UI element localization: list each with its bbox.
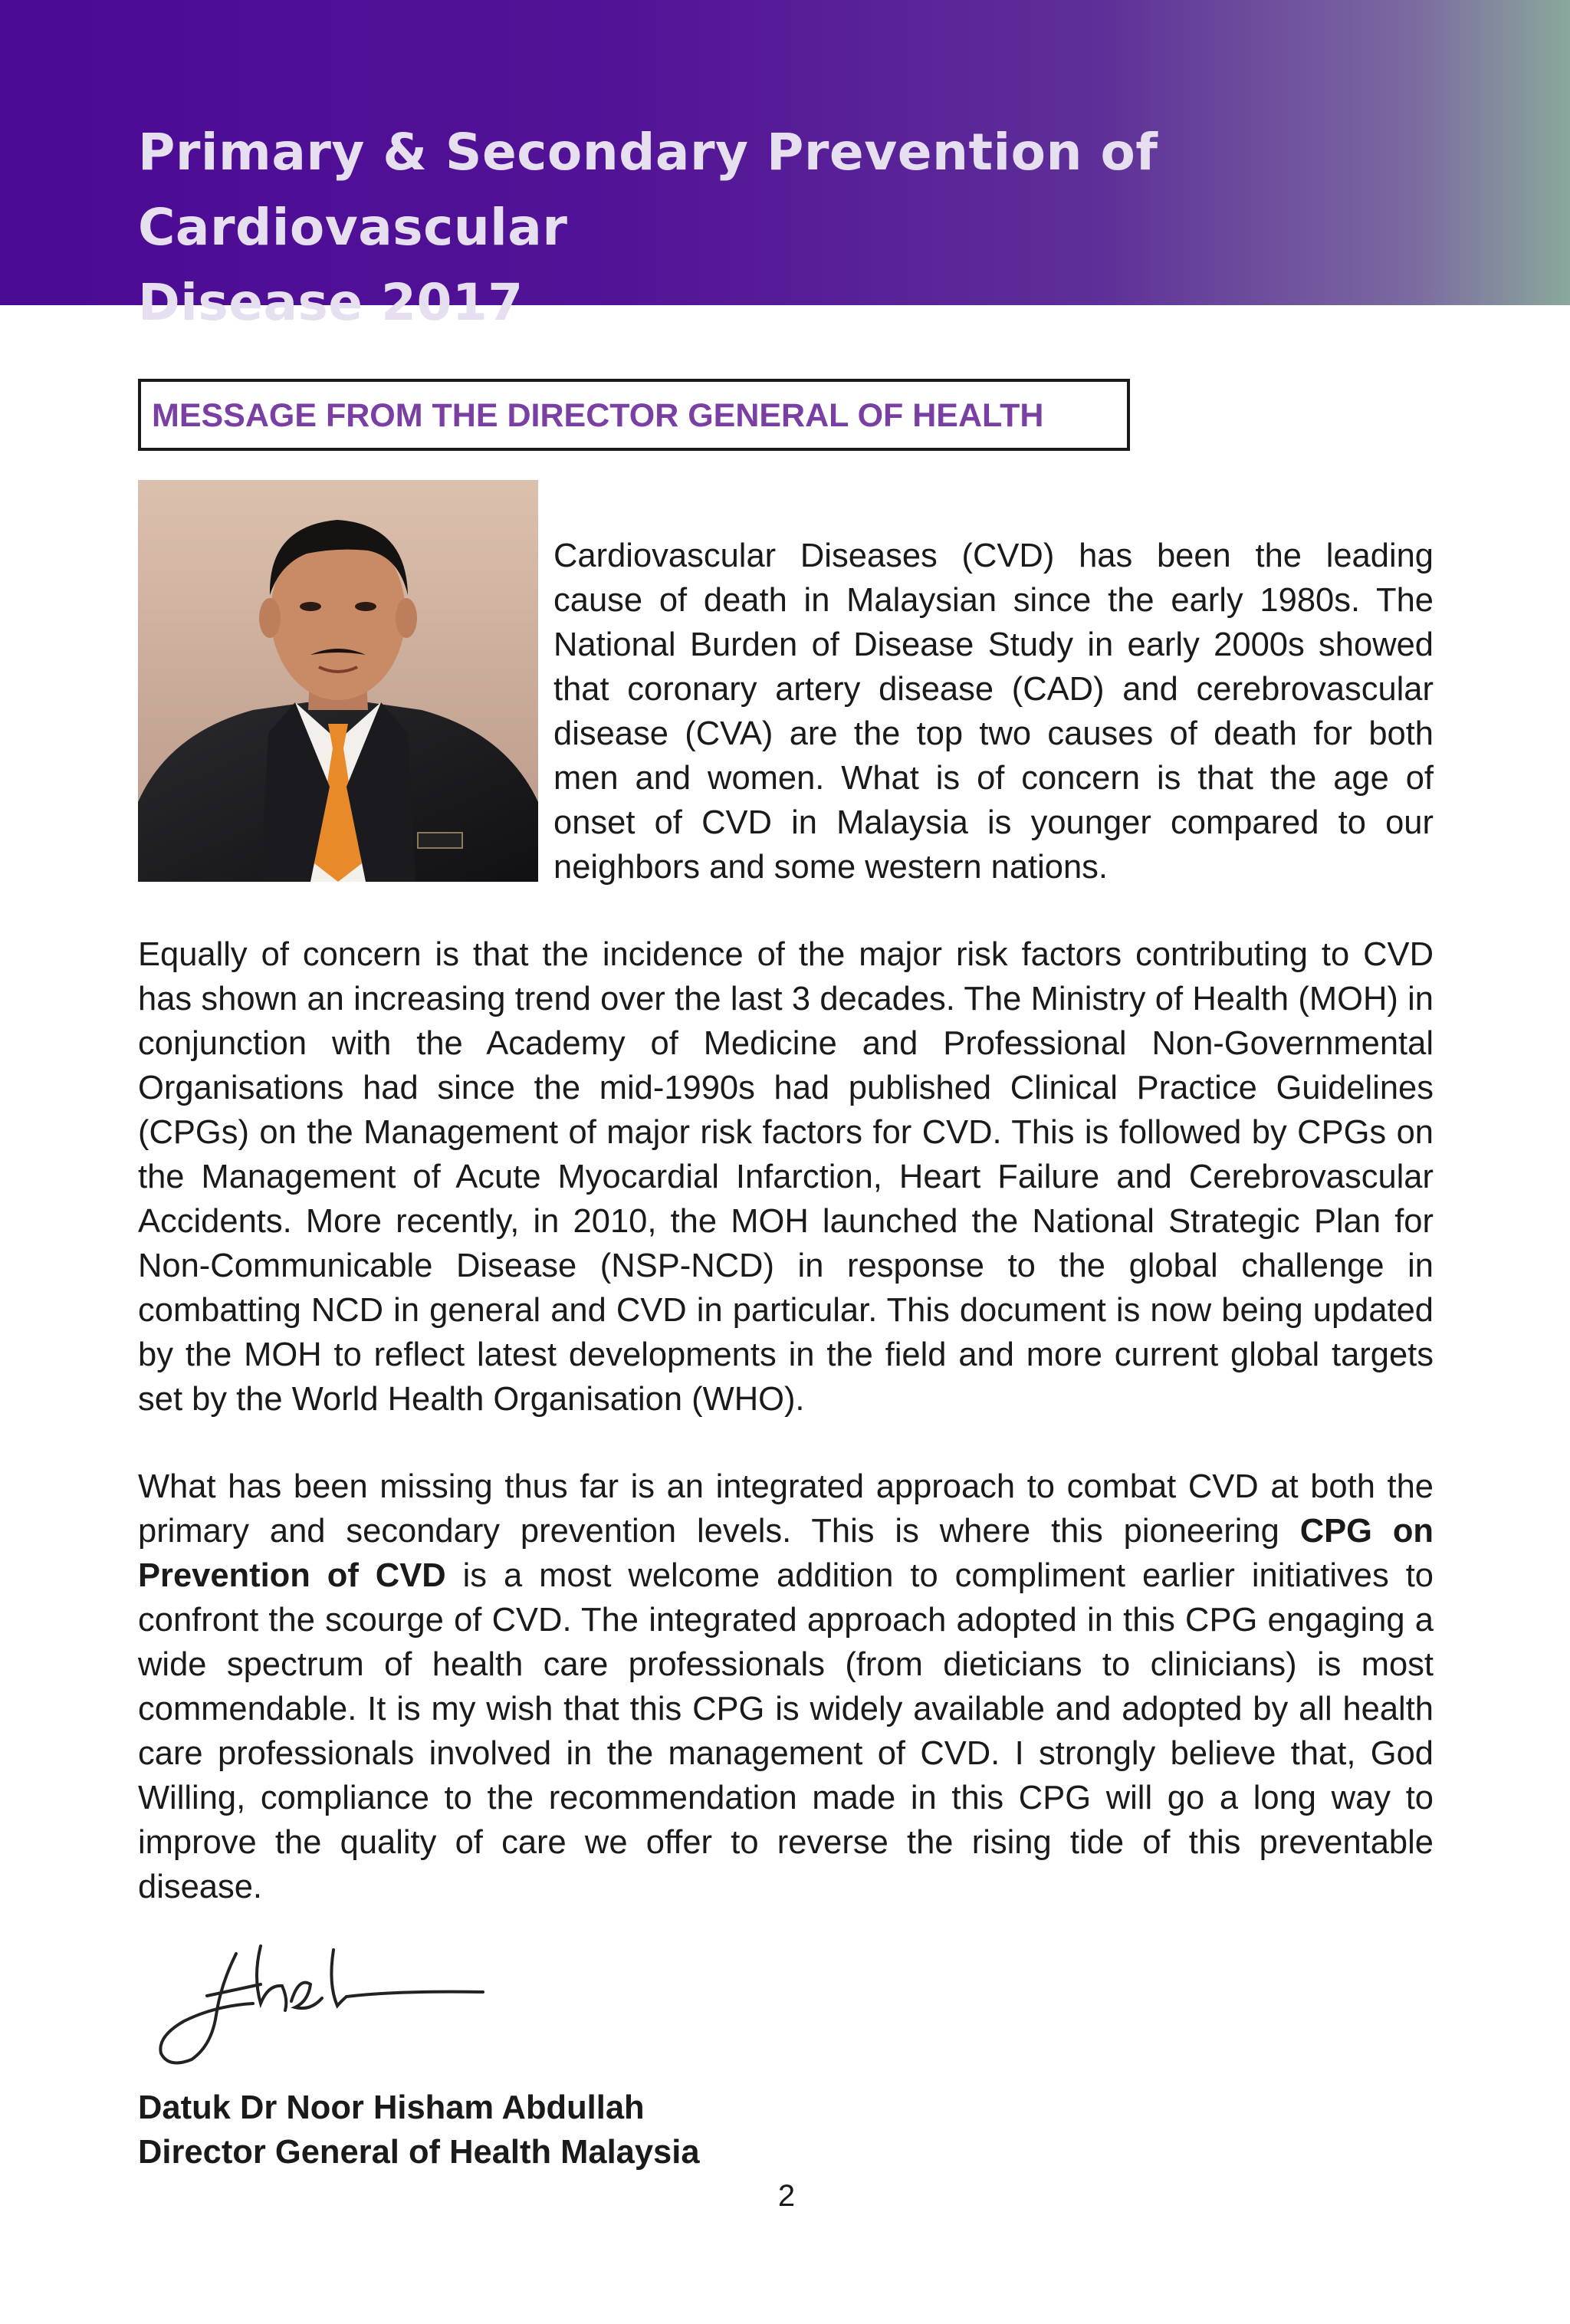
message-paragraph-3-part-1: What has been missing thus far is an integrated approach to combat CVD at both the primary and secondary prevention levels. This is where this pioneering [138,1468,1434,1550]
page-number: 2 [777,2179,796,2213]
signatory-title: Director General of Health Malaysia [138,2134,700,2171]
document-header-banner [0,0,1570,332]
portrait-illustration [138,480,538,882]
cpg-title-bold: CPG on Prevention of CVD [138,1513,1434,1594]
message-paragraph-3 [138,1464,1434,1909]
section-heading-box [138,379,1130,451]
signature-icon [146,1931,514,2069]
document-title-line-1: Primary & Secondary Prevention of Cardiovascular [138,123,1158,257]
document-title [138,115,1487,340]
handwritten-signature [146,1931,514,2069]
message-paragraph-3-part-2: is a most welcome addition to compliment earlier initiatives to confront the scourge of CVD. The integrated approach adopted in this CPG engaging a wide spectrum of health care professionals (from dieticians to clinicians) is most commendable. It is my wish that this CPG is widely available and adopted by all health care professionals involved in the management of CVD. I strongly believe that, God Willing, compliance to the recommendation made in this CPG will go a long way to improve the quality of care we offer to reverse the rising tide of this preventable disease. [138,1557,1434,1905]
director-portrait-photo [138,480,538,882]
document-title-line-2: Disease 2017 [138,273,524,332]
message-paragraph-2: Equally of concern is that the incidence of the major risk factors contributing to CVD has shown an increasing trend over the last 3 decades. The Ministry of Health (MOH) in conjunction with the Academy of Medicine and Professional Non-Governmental Organisations had since the mid-1990s had published Clinical Practice Guidelines (CPGs) on the Management of major risk factors for CVD. This is followed by CPGs on the Management of Acute Myocardial Infarction, Heart Failure and Cerebrovascular Accidents. More recently, in 2010, the MOH launched the National Strategic Plan for Non-Communicable Disease (NSP-NCD) in response to the global challenge in combatting NCD in general and CVD in particular. This document is now being updated by the MOH to reflect latest developments in the field and more current global targets set by the World Health Organisation (WHO). [138,936,1434,1418]
section-heading: MESSAGE FROM THE DIRECTOR GENERAL OF HEALTH [152,397,1044,434]
message-paragraph-1: Cardiovascular Diseases (CVD) has been the leading cause of death in Malaysian since the early 1980s. The National Burden of Disease Study in early 2000s showed that coronary artery disease (CAD) and cerebrovascular disease (CVA) are the top two causes of death for both men and women. What is of concern is that the age of onset of CVD in Malaysia is younger compared to our neighbors and some western nations. [553,537,1434,886]
signatory-name: Datuk Dr Noor Hisham Abdullah [138,2089,645,2126]
